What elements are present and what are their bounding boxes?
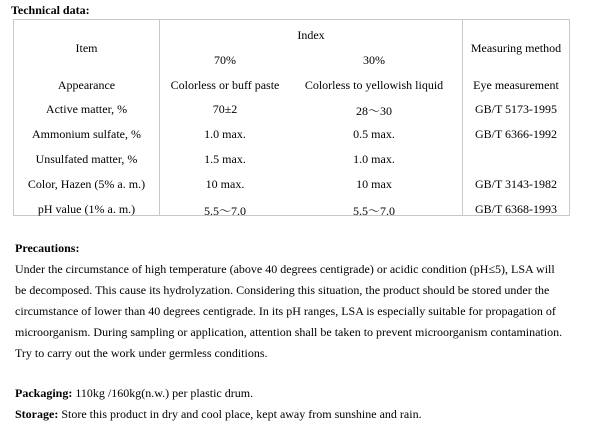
table-cell-30: 5.5～7.0 (352, 204, 395, 218)
table-cell-70: 1.0 max. (204, 127, 246, 141)
table-cell-item: Appearance (57, 78, 116, 92)
packaging-line (15, 383, 575, 404)
precautions-section (15, 238, 575, 364)
storage-line (15, 404, 575, 425)
precautions-line: be decomposed. This cause its hydrolyzation. Considering this situation, the product should be stored under the (15, 283, 550, 297)
table-cell-70: 5.5～7.0 (203, 204, 246, 218)
table-cell-method: GB/T 3143-1982 (474, 177, 558, 191)
precautions-line: circumstance of lower than 40 degrees centigrade. In its pH ranges, LSA is especially suitable for propagation of (15, 304, 556, 318)
technical-data-table (13, 19, 570, 216)
table-cell-item: Unsulfated matter, % (35, 152, 138, 166)
table-cell-30: 28～30 (355, 104, 392, 118)
table-cell-item: Ammonium sulfate, % (32, 127, 141, 141)
table-cell-item: Active matter, % (45, 102, 128, 116)
table-cell-item: pH value (1% a. m.) (37, 202, 136, 216)
header-item: Item (75, 41, 98, 55)
table-cell-method: GB/T 6366-1992 (474, 127, 558, 141)
header-30: 30% (363, 53, 385, 67)
table-cell-method: GB/T 5173-1995 (474, 102, 558, 116)
table-cell-70: 70±2 (212, 102, 238, 116)
header-index: Index (297, 28, 325, 42)
table-cell-method: Eye measurement (473, 78, 559, 92)
table-cell-30: 1.0 max. (353, 152, 395, 166)
table-cell-30: Colorless to yellowish liquid (304, 78, 444, 92)
header-method: Measuring method (470, 41, 562, 55)
table-cell-30: 10 max (356, 177, 392, 191)
precautions-heading: Precautions: (15, 241, 80, 255)
section-title: Technical data: (11, 3, 90, 17)
table-cell-70: 10 max. (205, 177, 245, 191)
precautions-line: Under the circumstance of high temperature (above 40 degrees centigrade) or acidic condition (pH≤5), LSA will (15, 262, 555, 276)
precautions-line: Try to carry out the work under germless conditions. (15, 346, 268, 360)
table-cell-item: Color, Hazen (5% a. m.) (27, 177, 146, 191)
table-cell-method: GB/T 6368-1993 (474, 202, 558, 216)
table-cell-70: 1.5 max. (204, 152, 246, 166)
table-cell-70: Colorless or buff paste (170, 78, 280, 92)
table-cell-30: 0.5 max. (353, 127, 395, 141)
precautions-line: microorganism. During sampling or application, attention shall be taken to prevent microorganism contamination. (15, 325, 563, 339)
packaging-text: 110kg /160kg(n.w.) per plastic drum. (72, 386, 254, 400)
storage-text: Store this product in dry and cool place, kept away from sunshine and rain. (58, 407, 422, 421)
packaging-label: Packaging: (15, 386, 73, 400)
storage-label: Storage: (15, 407, 59, 421)
header-70: 70% (214, 53, 236, 67)
